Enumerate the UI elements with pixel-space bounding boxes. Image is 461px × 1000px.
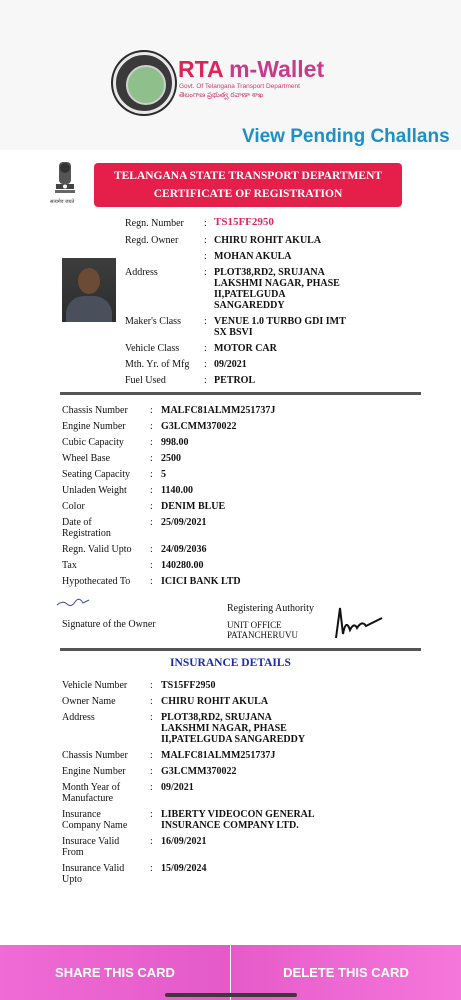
makers-class-line: VENUE 1.0 TURBO GDI IMT — [214, 316, 346, 327]
field-label: Regn. Number — [125, 218, 184, 229]
field-label: Color — [62, 501, 85, 512]
field-label: Registration — [62, 528, 111, 539]
field-label: Engine Number — [62, 766, 126, 777]
field-label: Wheel Base — [62, 453, 111, 464]
section-divider — [60, 648, 421, 651]
hypothecated-value: ICICI BANK LTD — [161, 576, 241, 587]
brand-subtitle: Govt. Of Telangana Transport Department — [179, 83, 300, 90]
ins-address-line: PLOT38,RD2, SRUJANA — [161, 712, 272, 723]
field-label: Cubic Capacity — [62, 437, 124, 448]
home-gesture-bar[interactable] — [165, 993, 297, 997]
vehicle-class-value: MOTOR CAR — [214, 343, 277, 354]
makers-class-line: SX BSVI — [214, 327, 253, 338]
regn-number-value: TS15FF2950 — [214, 216, 274, 228]
field-label: Insurace Valid — [62, 836, 120, 847]
ins-chassis-value: MALFC81ALMM251737J — [161, 750, 276, 761]
regd-owner-value: CHIRU ROHIT AKULA — [214, 235, 322, 246]
date-of-registration-value: 25/09/2021 — [161, 517, 207, 528]
section-divider — [60, 392, 421, 395]
field-label: Chassis Number — [62, 405, 128, 416]
field-label: Regd. Owner — [125, 235, 179, 246]
field-label: From — [62, 847, 84, 858]
chassis-value: MALFC81ALMM251737J — [161, 405, 276, 416]
field-label: Vehicle Number — [62, 680, 128, 691]
ins-mfg-value: 09/2021 — [161, 782, 194, 793]
field-label: Fuel Used — [125, 375, 166, 386]
fuel-value: PETROL — [214, 375, 256, 386]
field-label: Maker's Class — [125, 316, 181, 327]
field-label: Manufacture — [62, 793, 114, 804]
app-brand: RTA m-Wallet — [178, 56, 325, 82]
authority-office-line: PATANCHERUVU — [227, 630, 298, 640]
field-label: Month Year of — [62, 782, 121, 793]
cubic-capacity-value: 998.00 — [161, 437, 189, 448]
ins-owner-value: CHIRU ROHIT AKULA — [161, 696, 269, 707]
ins-company-line: INSURANCE COMPANY LTD. — [161, 820, 299, 831]
owner-photo — [62, 258, 116, 322]
telangana-transport-logo-icon — [113, 52, 175, 114]
field-label: Chassis Number — [62, 750, 128, 761]
mfg-value: 09/2021 — [214, 359, 247, 370]
ins-engine-value: G3LCMM370022 — [161, 766, 237, 777]
field-label: Upto — [62, 874, 82, 885]
color-value: DENIM BLUE — [161, 501, 226, 512]
field-label: Owner Name — [62, 696, 116, 707]
unladen-weight-value: 1140.00 — [161, 485, 193, 496]
owner-signature-icon — [55, 596, 91, 608]
engine-value: G3LCMM370022 — [161, 421, 237, 432]
field-label: Address — [62, 712, 95, 723]
authority-signature-icon — [330, 604, 386, 644]
ins-vehicle-number-value: TS15FF2950 — [161, 680, 216, 691]
status-bar — [0, 0, 461, 30]
field-label: Tax — [62, 560, 77, 571]
address-line: SANGAREDDY — [214, 300, 285, 311]
share-card-button[interactable]: SHARE THIS CARD — [0, 945, 230, 1000]
address-line: LAKSHMI NAGAR, PHASE — [214, 278, 340, 289]
ins-valid-from-value: 16/09/2021 — [161, 836, 207, 847]
field-label: Engine Number — [62, 421, 126, 432]
registering-authority-label: Registering Authority — [227, 603, 314, 614]
regn-valid-value: 24/09/2036 — [161, 544, 207, 555]
address-line: II,PATELGUDA — [214, 289, 286, 300]
app-header — [0, 30, 461, 150]
ins-address-line: LAKSHMI NAGAR, PHASE — [161, 723, 287, 734]
field-label: Vehicle Class — [125, 343, 180, 354]
wheel-base-value: 2500 — [161, 453, 181, 464]
brand-subtitle-telugu: తెలంగాణ ప్రభుత్వ రవాణా శాఖ — [179, 92, 264, 99]
national-emblem-icon — [50, 160, 80, 200]
field-label: Seating Capacity — [62, 469, 131, 480]
tax-value: 140280.00 — [161, 560, 204, 571]
certificate-banner — [94, 163, 402, 207]
field-label: Regn. Valid Upto — [62, 544, 132, 555]
authority-office-line: UNIT OFFICE — [227, 620, 282, 630]
father-name-value: MOHAN AKULA — [214, 251, 292, 262]
address-line: PLOT38,RD2, SRUJANA — [214, 267, 325, 278]
bottom-action-bar — [0, 945, 461, 1000]
delete-card-button[interactable]: DELETE THIS CARD — [231, 945, 461, 1000]
field-label: Insurance — [62, 809, 101, 820]
emblem-caption: सत्यमेव जयते — [50, 199, 75, 205]
seating-value: 5 — [161, 469, 166, 480]
view-pending-challans-link[interactable]: View Pending Challans — [242, 126, 450, 147]
ins-company-line: LIBERTY VIDEOCON GENERAL — [161, 809, 315, 820]
banner-line-certificate: CERTIFICATE OF REGISTRATION — [153, 188, 343, 200]
insurance-details-title: INSURANCE DETAILS — [170, 657, 291, 669]
ins-address-line: II,PATELGUDA SANGAREDDY — [161, 734, 306, 745]
field-label: Insurance Valid — [62, 863, 125, 874]
field-label: Unladen Weight — [62, 485, 127, 496]
field-label: Company Name — [62, 820, 128, 831]
field-label: Hypothecated To — [62, 576, 131, 587]
field-label: Address — [125, 267, 158, 278]
field-label: Mth. Yr. of Mfg — [125, 359, 190, 370]
field-label: Date of — [62, 517, 92, 528]
owner-signature-label: Signature of the Owner — [62, 619, 156, 630]
ins-valid-upto-value: 15/09/2024 — [161, 863, 207, 874]
banner-line-department: TELANGANA STATE TRANSPORT DEPARTMENT — [113, 170, 383, 182]
